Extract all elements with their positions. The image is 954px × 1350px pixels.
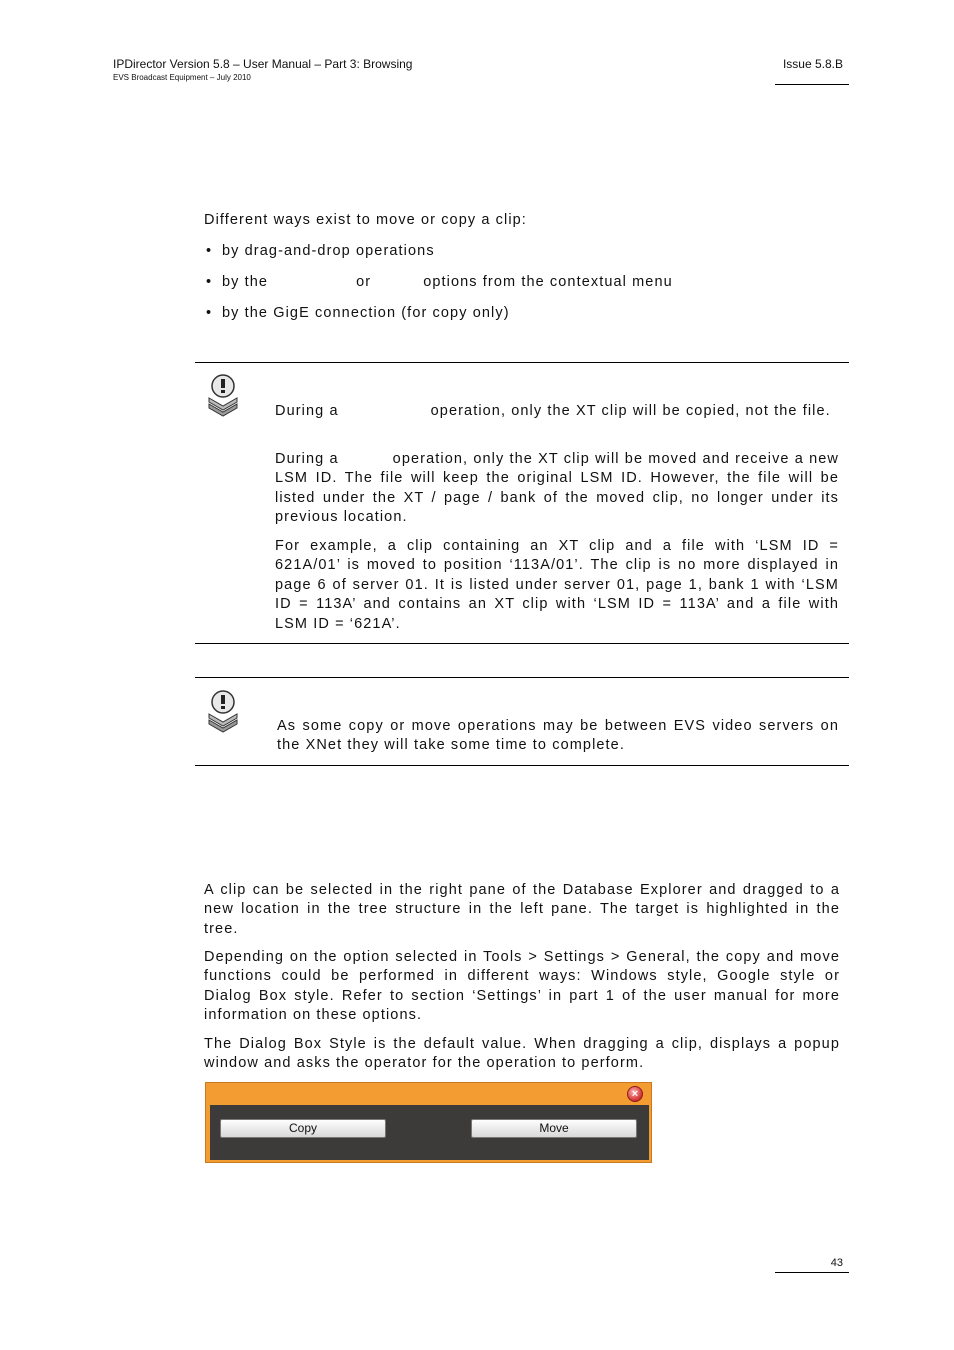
bullet-item: • by the GigE connection (for copy only) xyxy=(206,305,510,321)
header-issue: Issue 5.8.B xyxy=(782,57,843,71)
header-rule xyxy=(775,84,849,85)
copy-button[interactable]: Copy xyxy=(220,1119,386,1138)
footer-rule xyxy=(775,1272,849,1273)
bullet-item: • by drag-and-drop operations xyxy=(206,243,435,259)
bullet-item: • by the or options from the contextual menu xyxy=(206,274,673,290)
note1-para3: For example, a clip containing an XT clip and a file with ‘LSM ID = 621A/01’ is moved to position ‘113A/01’. The clip is no more displayed in page 6 of server 01. It is listed under server 01, page 1, bank 1 with ‘LSM ID = 113A’ and contains an XT clip with ‘LSM ID = 113A’ and a file with LSM ID = ‘621A’. xyxy=(275,538,839,632)
note-rule-bottom xyxy=(195,643,849,644)
note-icon xyxy=(205,690,241,734)
paragraph: Depending on the option selected in Tools > Settings > General, the copy and move functions could be performed in different ways: Windows style, Google style or Dialog Box style. Refer to section ‘Settings’ in part 1 of the user manual for more information on these options. xyxy=(204,949,840,1024)
bullet-dot: • xyxy=(206,305,213,321)
note-rule-top xyxy=(195,677,849,678)
bullet-dot: • xyxy=(206,274,213,290)
paragraph: A clip can be selected in the right pane of the Database Explorer and dragged to a new location in the tree structure in the left pane. The target is highlighted in the tree. xyxy=(204,882,840,937)
move-button[interactable]: Move xyxy=(471,1119,637,1138)
paragraph: The Dialog Box Style is the default value. When dragging a clip, displays a popup window and asks the operator for the operation to perform. xyxy=(204,1036,840,1072)
page-number: 43 xyxy=(830,1257,843,1269)
header-subtitle: EVS Broadcast Equipment – July 2010 xyxy=(113,73,251,82)
note1-para1: During a operation, only the XT clip will be copied, not the file. xyxy=(275,403,831,419)
bullet-dot: • xyxy=(206,243,213,259)
note-icon xyxy=(205,374,241,418)
note1-para2: During a operation, only the XT clip will be moved and receive a new LSM ID. The file will keep the original LSM ID. However, the file will be listed under the XT / page / bank of the moved clip, no longer under its previous location. xyxy=(275,451,840,526)
copy-move-dialog xyxy=(205,1082,652,1163)
note-rule-bottom xyxy=(195,765,849,766)
header-title: IPDirector Version 5.8 – User Manual – Part 3: Browsing xyxy=(113,57,413,71)
intro-text: Different ways exist to move or copy a clip: xyxy=(204,212,527,228)
close-icon[interactable]: × xyxy=(627,1086,643,1102)
note-rule-top xyxy=(195,362,849,363)
dialog-body xyxy=(210,1105,649,1160)
note2-text: As some copy or move operations may be between EVS video servers on the XNet they will take some time to complete. xyxy=(277,718,839,754)
